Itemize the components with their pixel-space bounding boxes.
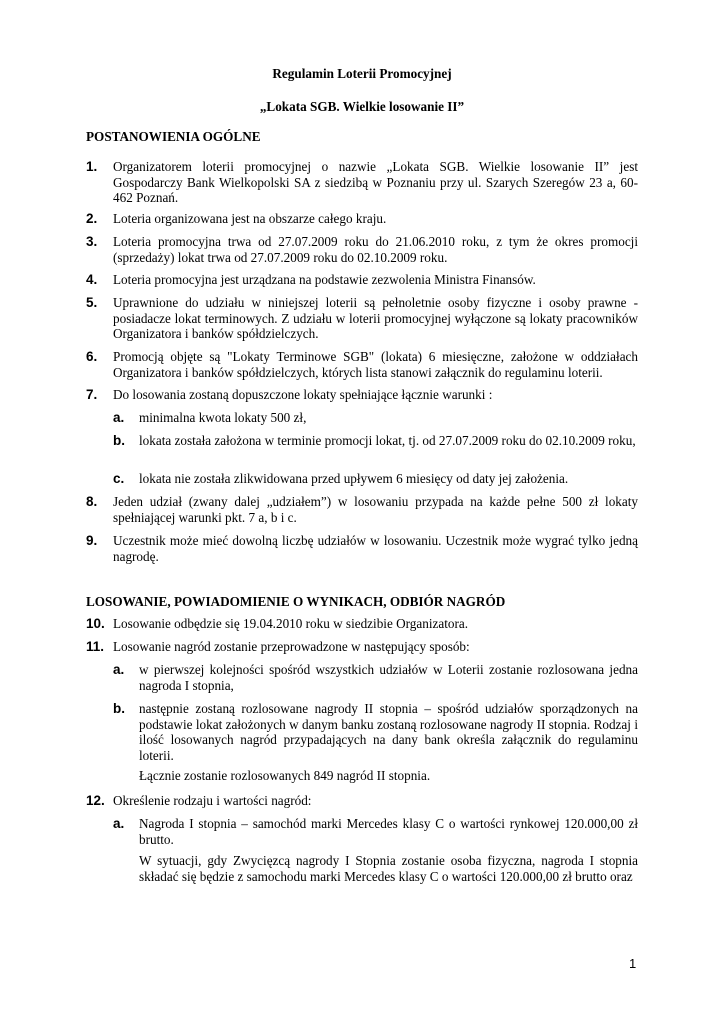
list-item [86,793,638,809]
sub-item-letter: a. [113,816,125,831]
sub-item-letter: a. [113,410,125,425]
item-number: 1. [86,159,98,174]
item-number: 7. [86,387,98,402]
sub-item [113,410,638,426]
item-number: 3. [86,234,98,249]
list-item [86,272,638,288]
item-text: Jeden udział (zwany dalej „udziałem”) w losowaniu przypada na każde pełne 500 zł lokaty spełniającej warunki pkt. 7 a, b i c. [113,494,638,525]
item-number: 2. [86,211,98,226]
note-paragraph: W sytuacji, gdy Zwycięzcą nagrody I Stopnia zostanie osoba fizyczna, nagroda I stopnia składać się będzie z samochodu marki Mercedes klasy C o wartości 120.000,00 zł brutto oraz [139,853,638,884]
section-heading-draw: LOSOWANIE, POWIADOMIENIE O WYNIKACH, ODBIÓR NAGRÓD [86,594,506,609]
sub-item-text: lokata została założona w terminie promocji lokat, tj. od 27.07.2009 roku do 02.10.2009 roku, [139,433,636,448]
item-text: Losowanie odbędzie się 19.04.2010 roku w siedzibie Organizatora. [113,616,468,631]
list-item [86,211,638,227]
sub-item [113,433,638,449]
sub-item [113,816,638,847]
list-item [86,295,638,342]
item-text: Do losowania zostaną dopuszczone lokaty spełniające łącznie warunki : [113,387,493,402]
list-item [86,234,638,265]
document-title: Regulamin Loterii Promocyjnej [272,66,452,81]
sub-item-letter: b. [113,701,125,716]
page-number: 1 [629,956,637,971]
item-number: 6. [86,349,98,364]
item-text: Loteria promocyjna trwa od 27.07.2009 roku do 21.06.2010 roku, z tym że okres promocji (sprzedaży) lokat trwa od 27.07.2009 roku do 02.10.2009 roku. [113,234,638,265]
list-item [86,533,638,564]
document-subtitle: „Lokata SGB. Wielkie losowanie II” [259,99,465,114]
sub-item-text: minimalna kwota lokaty 500 zł, [139,410,307,425]
sub-item-text: następnie zostaną rozlosowane nagrody II stopnia – spośród udziałów sporządzonych na podstawie lokat założonych w danym banku zostaną rozlosowane nagrody II stopnia. Rodzaj i ilość losowanych nagród przypadających na dany bank określa załącznik do regulaminu loterii. [139,701,638,763]
item-number: 8. [86,494,98,509]
sub-item-text: w pierwszej kolejności spośród wszystkich udziałów w Loterii zostanie rozlosowana jedna nagroda I stopnia, [139,662,638,693]
item-number: 12. [86,793,105,808]
item-number: 5. [86,295,98,310]
list-item [86,616,638,632]
section-heading-general: POSTANOWIENIA OGÓLNE [86,129,261,144]
item-number: 4. [86,272,98,287]
sub-item-letter: b. [113,433,125,448]
item-text: Loteria promocyjna jest urządzana na podstawie zezwolenia Ministra Finansów. [113,272,536,287]
list-item [86,494,638,525]
note-paragraph: Łącznie zostanie rozlosowanych 849 nagród II stopnia. [139,768,431,783]
item-text: Określenie rodzaju i wartości nagród: [113,793,312,808]
item-number: 10. [86,616,105,631]
sub-item [113,662,638,693]
sub-item-letter: c. [113,471,125,486]
item-text: Promocją objęte są "Lokaty Terminowe SGB" (lokata) 6 miesięczne, założone w oddziałach Organizatora i banków spółdzielczych, których lista stanowi załącznik do regulaminu loterii. [113,349,638,380]
item-number: 9. [86,533,98,548]
item-text: Losowanie nagród zostanie przeprowadzone w następujący sposób: [113,639,470,654]
list-item [86,387,638,403]
item-text: Loteria organizowana jest na obszarze całego kraju. [113,211,387,226]
item-text: Organizatorem loterii promocyjnej o nazwie „Lokata SGB. Wielkie losowanie II” jest Gospodarczy Bank Wielkopolski SA z siedzibą w Poznaniu przy ul. Szarych Szeregów 23 a, 60-462 Poznań. [113,159,638,205]
item-text: Uczestnik może mieć dowolną liczbę udziałów w losowaniu. Uczestnik może wygrać tylko jedną nagrodę. [113,533,638,564]
list-item [86,639,638,655]
list-item [86,349,638,380]
item-text: Uprawnione do udziału w niniejszej loterii są pełnoletnie osoby fizyczne i osoby prawne - posiadacze lokat terminowych. Z udziału w loterii promocyjnej wyłączone są lokaty pracowników Organizatora i banków spółdzielczych. [113,295,638,341]
list-item [86,159,638,206]
sub-item-text: lokata nie została zlikwidowana przed upływem 6 miesięcy od daty jej założenia. [139,471,569,486]
item-number: 11. [86,639,105,654]
sub-item-letter: a. [113,662,125,677]
sub-item [113,471,638,487]
sub-item [113,701,638,763]
sub-item-text: Nagroda I stopnia – samochód marki Mercedes klasy C o wartości rynkowej 120.000,00 zł brutto. [139,816,638,847]
